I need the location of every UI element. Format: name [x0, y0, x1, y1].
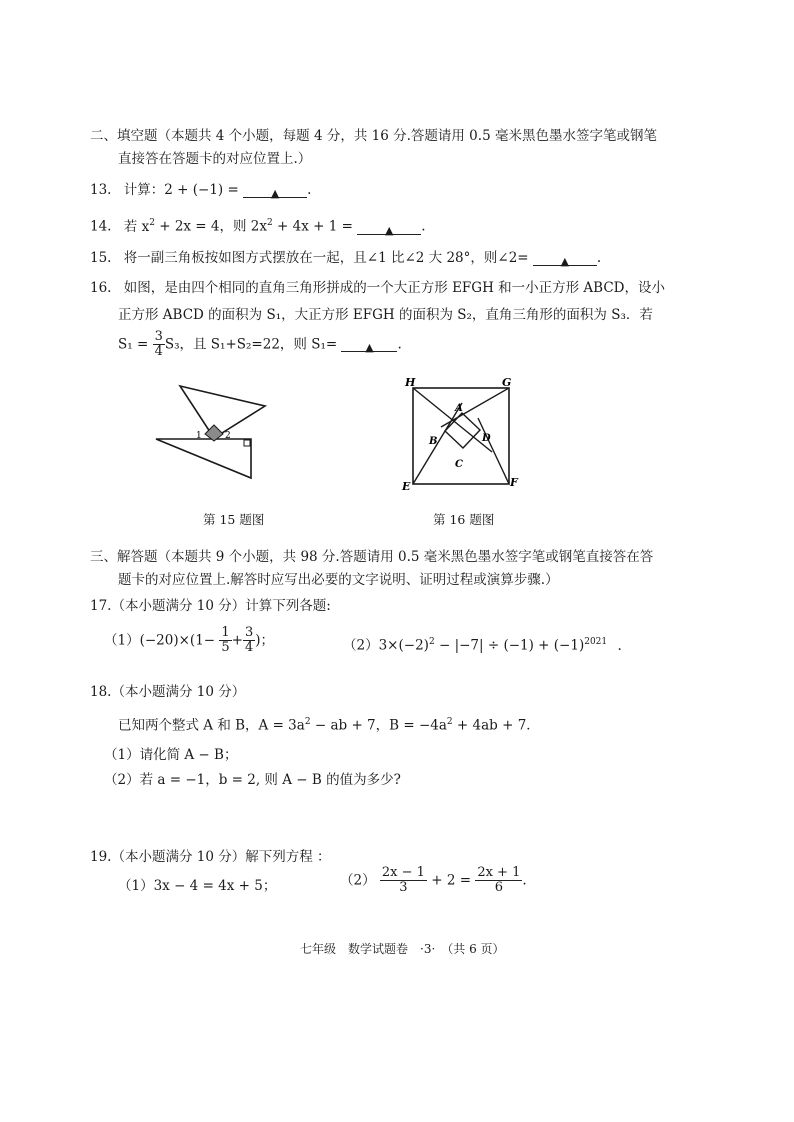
- figure-15-caption: 第 15 题图: [203, 512, 265, 527]
- fraction-three-fourths: [243, 626, 255, 656]
- section2-heading-line1: 二、填空题（本题共 4 个小题，每题 4 分，共 16 分.答题请用 0.5 毫米黑色墨水签字笔或钢笔: [90, 128, 657, 144]
- fraction-denominator: 6: [494, 880, 503, 896]
- vertex-label-h: H: [405, 376, 416, 389]
- question-14-text-b: + 2x = 4，则 2x: [154, 218, 267, 235]
- question-16-text-line2: 正方形 ABCD 的面积为 S₁，大正方形 EFGH 的面积为 S₂，直角三角形的面积为 S₃．若: [118, 307, 653, 323]
- question-14-number: 14.: [90, 218, 112, 235]
- question-17-part2-tail: .: [617, 637, 622, 654]
- question-14-text-c: + 4x + 1 =: [272, 218, 353, 235]
- question-17-part2-a: （2）3×(−2): [343, 637, 429, 654]
- set-square-lower-triangle: [156, 439, 251, 478]
- fraction-2x-plus-1-over-6: [475, 866, 522, 896]
- segment-f-to-d: [478, 418, 509, 484]
- question-16-text-line3: S₃，且 S₁+S₂=22，则 S₁=: [164, 336, 338, 353]
- question-18-stem-b: − ab + 7，B = −4a: [310, 717, 447, 734]
- question-19-part2: [340, 866, 527, 896]
- question-15: [90, 248, 601, 268]
- question-18-stem: [118, 712, 540, 736]
- figure-16-squares: [400, 374, 530, 494]
- question-17-part2-exp2: 2021: [584, 637, 608, 647]
- question-13-number: 13.: [90, 182, 112, 198]
- question-16-number: 16.: [90, 280, 112, 296]
- question-19-part2-a: （2）: [340, 872, 376, 889]
- vertex-label-a: A: [455, 403, 463, 414]
- fraction-numerator: 2x + 1: [477, 865, 521, 880]
- vertex-label-d: D: [482, 433, 491, 444]
- fraction-denominator: 4: [244, 640, 254, 656]
- segment-e-to-a: [413, 403, 462, 484]
- question-13-text: 计算：2 + (−1) =: [123, 182, 239, 198]
- fraction-numerator: 1: [221, 625, 230, 640]
- question-19-part2-mid: + 2 =: [431, 872, 472, 889]
- question-17-part1-a: （1）(−20)×(1−: [104, 632, 216, 649]
- question-13-tail: .: [307, 182, 312, 198]
- vertex-label-e: E: [402, 480, 411, 493]
- question-19-head: 19.（本小题满分 10 分）解下列方程 ：: [90, 849, 331, 865]
- question-14-tail: .: [421, 218, 426, 235]
- question-15-number: 15.: [90, 250, 112, 266]
- question-19-part2-tail: .: [522, 872, 527, 889]
- angle-label-1: 1: [196, 431, 202, 441]
- answer-mark-icon: ▲: [365, 341, 374, 355]
- section2-heading-line2: 直接答在答题卡的对应位置上.）: [118, 151, 312, 167]
- question-16-line1: [90, 278, 665, 298]
- question-17-part1-b: )；: [255, 632, 275, 649]
- question-18-exp-2: 2: [446, 717, 453, 727]
- question-18-stem-a: 已知两个整式 A 和 B，A = 3a: [118, 717, 305, 734]
- fraction-denominator: 3: [399, 880, 408, 896]
- fraction-numerator: 2x − 1: [381, 865, 425, 880]
- question-18-part1: （1）请化简 A − B；: [104, 747, 238, 763]
- answer-blank-14: [357, 220, 421, 235]
- fraction-denominator: 4: [154, 344, 163, 360]
- page-footer: 七年级 数学试题卷 ·3· （共 6 页）: [300, 942, 505, 956]
- question-17-part1-plus: +: [231, 632, 243, 649]
- question-14: [90, 213, 426, 237]
- fraction-numerator: 3: [244, 625, 254, 640]
- section3-heading-line1: 三、解答题（本题共 9 个小题，共 98 分.答题请用 0.5 毫米黑色墨水签字笔或钢笔直接答在答: [90, 549, 654, 565]
- question-17-head: 17.（本小题满分 10 分）计算下列各题:: [90, 598, 331, 614]
- question-18-part2: （2）若 a = −1，b = 2, 则 A − B 的值为多少?: [104, 772, 401, 788]
- vertex-label-g: G: [502, 376, 512, 389]
- question-17-part1: [104, 626, 274, 656]
- figure-15-set-squares: [150, 378, 270, 488]
- fraction-numerator: 3: [154, 329, 163, 344]
- answer-blank-13: [243, 183, 307, 198]
- section3-heading-line2: 题卡的对应位置上.解答时应写出必要的文字说明、证明过程或演算步骤.）: [118, 572, 559, 588]
- question-14-text-a: 若 x: [123, 218, 150, 235]
- vertex-label-f: F: [510, 476, 518, 489]
- answer-mark-icon: ▲: [384, 223, 394, 237]
- question-17-part2-b: − |−7| ÷ (−1) + (−1): [434, 637, 585, 654]
- question-18-exp-1: 2: [304, 717, 311, 727]
- fraction-2x-minus-1-over-3: [380, 866, 427, 896]
- answer-mark-icon: ▲: [270, 187, 280, 200]
- angle-label-2: 2: [225, 431, 231, 441]
- set-square-upper-triangle: [180, 386, 265, 438]
- question-14-exp-1: 2: [149, 218, 155, 228]
- question-15-tail: .: [596, 250, 602, 266]
- answer-blank-16: [341, 337, 397, 355]
- question-16-line3: [118, 330, 402, 360]
- question-16-text-line1: 如图，是由四个相同的直角三角形拼成的一个大正方形 EFGH 和一小正方形 ABCD，设小: [123, 280, 666, 296]
- fraction-denominator: 5: [221, 640, 230, 656]
- right-angle-corner-icon: [244, 440, 250, 446]
- figure-16-caption: 第 16 题图: [433, 512, 495, 527]
- question-13: [90, 180, 311, 200]
- question-19-part1: （1）3x − 4 = 4x + 5；: [118, 878, 277, 894]
- question-17-part2-exp: 2: [428, 637, 435, 647]
- question-14-exp-2: 2: [267, 218, 273, 228]
- question-16-tail: .: [397, 336, 402, 353]
- answer-mark-icon: ▲: [560, 255, 570, 268]
- answer-blank-15: [533, 251, 597, 266]
- vertex-label-c: C: [455, 459, 463, 470]
- question-15-text: 将一副三角板按如图方式摆放在一起，且∠1 比∠2 大 28°，则∠2=: [123, 250, 529, 266]
- fraction-one-fifth: [219, 626, 231, 656]
- question-18-stem-c: + 4ab + 7．: [452, 717, 540, 734]
- question-16-s1-label: S₁ =: [118, 336, 149, 353]
- fraction-three-quarters: [153, 330, 165, 360]
- question-18-head: 18.（本小题满分 10 分）: [90, 684, 246, 700]
- question-17-part2: [343, 632, 622, 656]
- vertex-label-b: B: [429, 436, 438, 447]
